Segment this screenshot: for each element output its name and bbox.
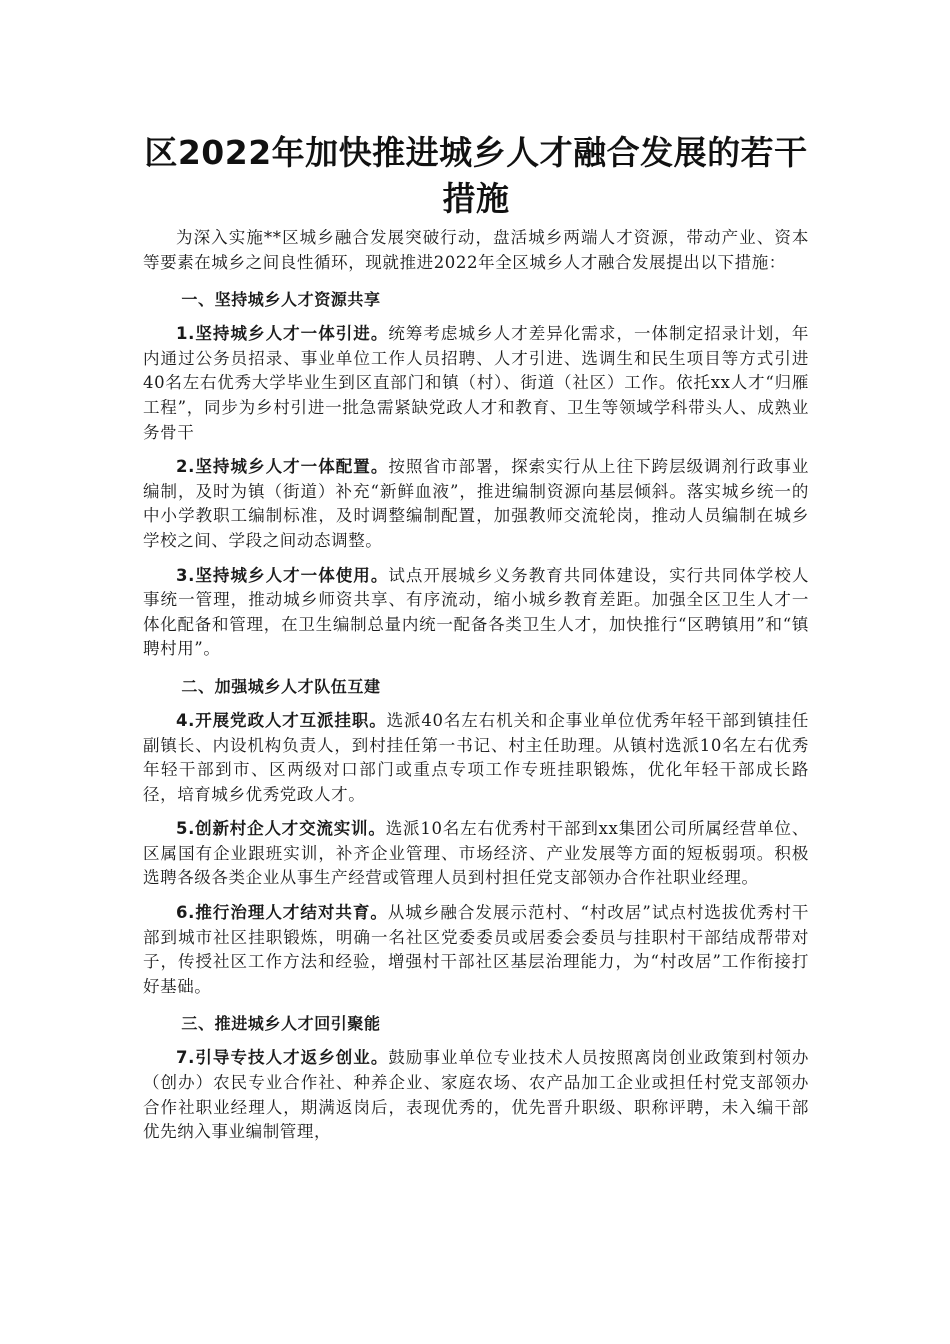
item-body: 选派40名左右机关和企事业单位优秀年轻干部到镇挂任副镇长、内设机构负责人，到村挂任第一书记、村主任助理。从镇村选派10名左右优秀年轻干部到市、区两级对口部门或重点专项工作专班挂职锻炼，优化年轻干部成长路径，培育城乡优秀党政人才。 xyxy=(143,710,809,804)
section-heading: 三、推进城乡人才回引聚能 xyxy=(181,1014,381,1034)
item-body: 试点开展城乡义务教育共同体建设，实行共同体学校人事统一管理，推动城乡师资共享、有序流动，缩小城乡教育差距。加强全区卫生人才一体化配备和管理，在卫生编制总量内统一配备各类卫生人才，加快推行“区聘镇用”和“镇聘村用”。 xyxy=(143,565,809,659)
item-body: 鼓励事业单位专业技术人员按照离岗创业政策到村领办（创办）农民专业合作社、种养企业、家庭农场、农产品加工企业或担任村党支部领办合作社职业经理人，期满返岗后，表现优秀的，优先晋升职级、职称评聘，未入编干部优先纳入事业编制管理， xyxy=(143,1048,809,1142)
item-heading: 6.推行治理人才结对共育。 xyxy=(176,903,388,923)
intro-paragraph: 为深入实施**区城乡融合发展突破行动，盘活城乡两端人才资源，带动产业、资本等要素在城乡之间良性循环，现就推进2022年全区城乡人才融合发展提出以下措施： xyxy=(143,228,809,272)
item-body: 从城乡融合发展示范村、“村改居”试点村选拔优秀村干部到城市社区挂职锻炼，明确一名社区党委委员或居委会委员与挂职村干部结成帮带对子，传授社区工作方法和经验，增强村干部社区基层治理能力，为“村改居”工作衔接打好基础。 xyxy=(143,903,809,996)
list-item xyxy=(143,1046,809,1144)
item-heading: 2.坚持城乡人才一体配置。 xyxy=(176,457,389,477)
document-title: 区2022年加快推进城乡人才融合发展的若干措施 xyxy=(144,133,808,218)
item-heading: 1.坚持城乡人才一体引进。 xyxy=(176,324,389,344)
item-body: 统筹考虑城乡人才差异化需求，一体制定招录计划，年内通过公务员招录、事业单位工作人员招聘、人才引进、选调生和民生项目等方式引进40名左右优秀大学毕业生到区直部门和镇（村）、街道（社区）工作。依托xx人才“归雁工程”，同步为乡村引进一批急需紧缺党政人才和教育、卫生等领域学科带头人、成熟业务骨干 xyxy=(143,324,809,442)
list-item xyxy=(143,455,809,553)
section-heading: 一、坚持城乡人才资源共享 xyxy=(181,290,381,310)
item-heading: 5.创新村企人才交流实训。 xyxy=(176,819,386,839)
list-item xyxy=(143,901,809,999)
list-item xyxy=(143,322,809,445)
list-item xyxy=(143,564,809,662)
item-body: 选派10名左右优秀村干部到xx集团公司所属经营单位、区属国有企业跟班实训，补齐企业管理、市场经济、产业发展等方面的短板弱项。积极选聘各级各类企业从事生产经营或管理人员到村担任党支部领办合作社职业经理。 xyxy=(143,819,809,888)
item-heading: 4.开展党政人才互派挂职。 xyxy=(176,710,387,730)
section-heading: 二、加强城乡人才队伍互建 xyxy=(181,676,381,696)
item-body: 按照省市部署，探索实行从上往下跨层级调剂行政事业编制，及时为镇（街道）补充“新鲜血液”，推进编制资源向基层倾斜。落实城乡统一的中小学教职工编制标准，及时调整编制配置，加强教师交流轮岗，推动人员编制在城乡学校之间、学段之间动态调整。 xyxy=(143,457,809,550)
list-item xyxy=(143,817,809,891)
item-heading: 7.引导专技人才返乡创业。 xyxy=(176,1048,389,1068)
item-heading: 3.坚持城乡人才一体使用。 xyxy=(176,565,389,585)
document-page xyxy=(143,130,809,1145)
list-item xyxy=(143,709,809,807)
